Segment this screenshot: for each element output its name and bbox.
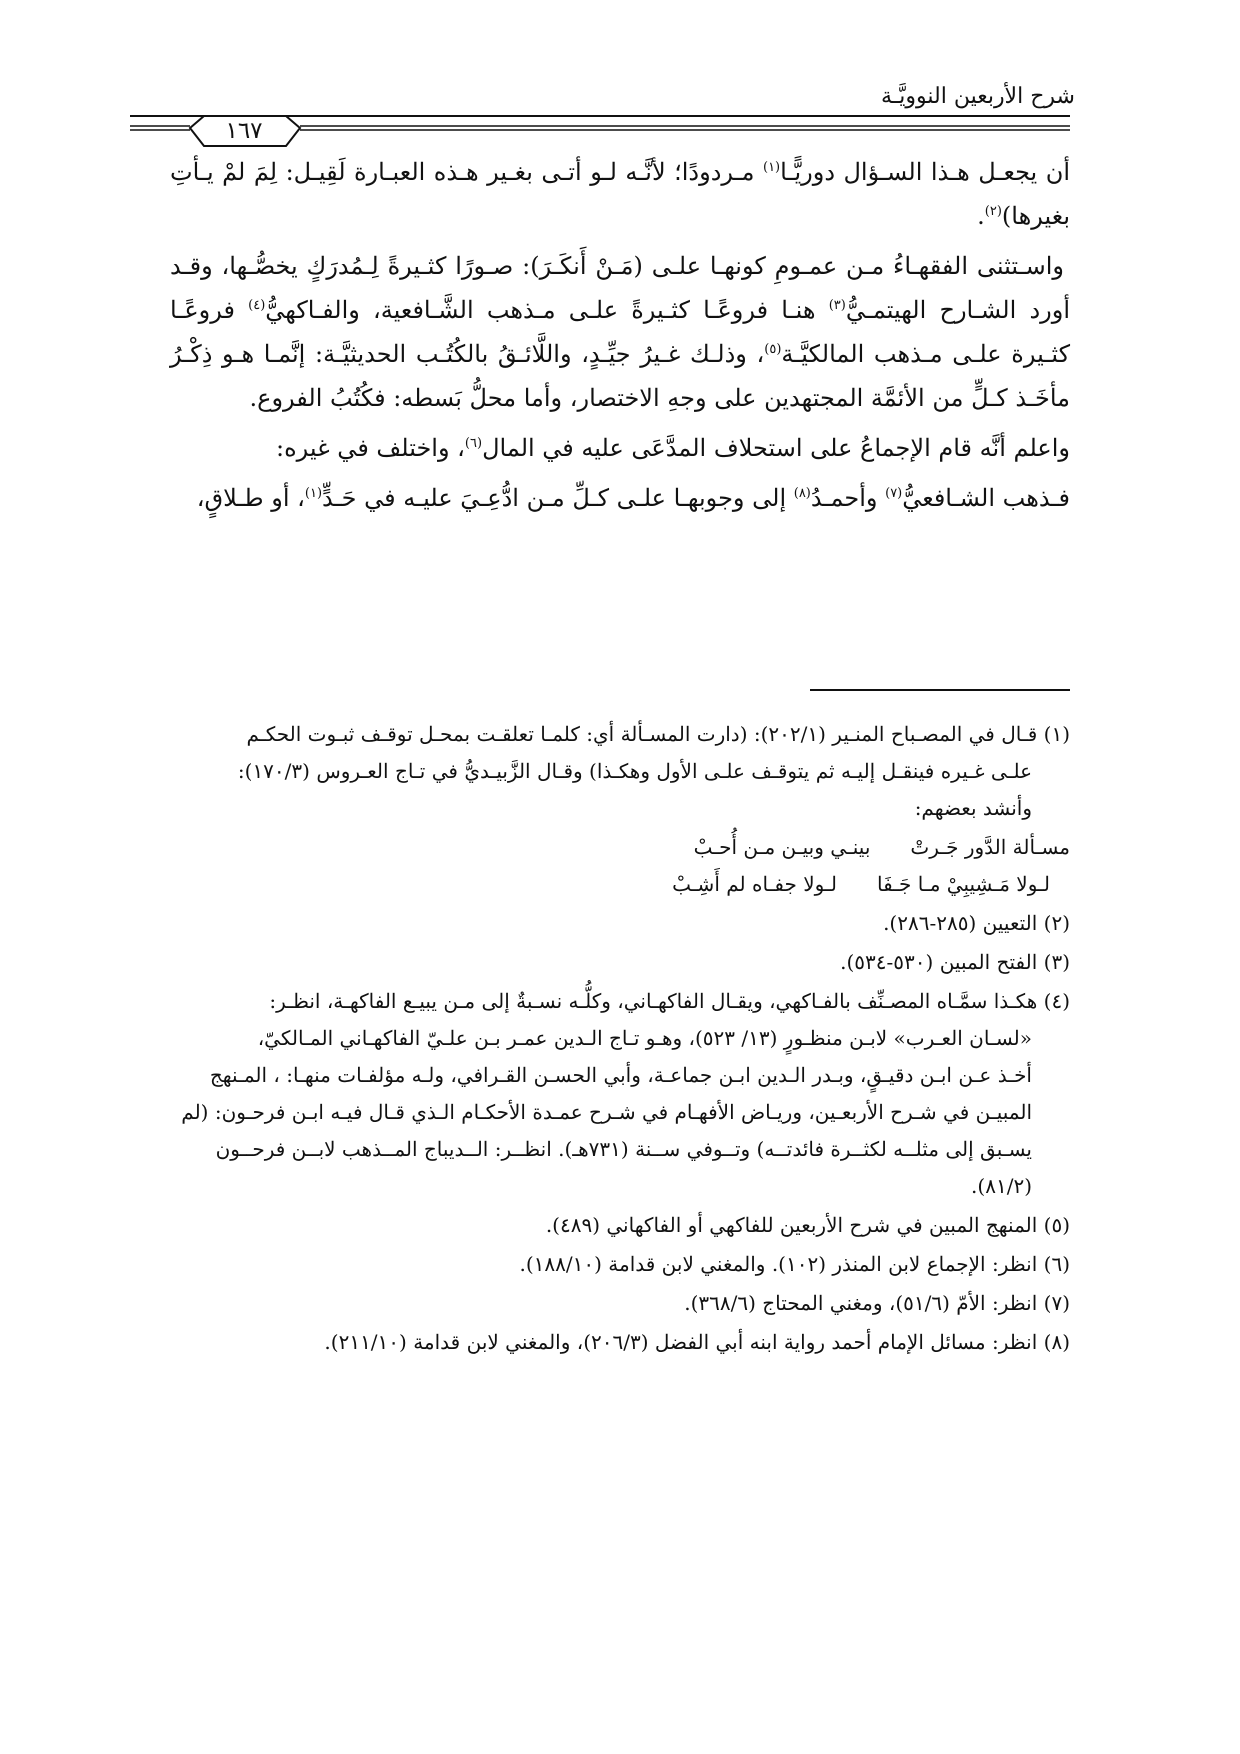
poem-verses (170, 829, 1070, 903)
footnote-text: (٨١/٢). (971, 1174, 1032, 1198)
running-title: شرح الأربعين النوويَّـة (881, 84, 1075, 109)
main-text (170, 150, 1070, 526)
text-span: ، وذلـك غـيرُ جيِّـدٍ، واللَّائـقُ بالكُتُـب الحديثيَّـة: إنَّمـا هـو ذِكْـرُ مأخَـذ كـلٍّ من الأئمَّة المجتهدين على وجهِ الاختصار، وأما محلُّ بَسطه: فكُتُبُ الفروع. (170, 340, 1070, 412)
text-span: هنـا فروعًـا كثـيرةً علـى مـذهب الشَّـافعية، والفـاكهيُّ (265, 296, 829, 324)
footnote-text: هكـذا سمَّـاه المصـنِّف بالفـاكهي، ويقـال الفاكهـاني، وكلُّـه نسـبةٌ إلى مـن يبيـع الفاكهـة، انظـر: (269, 989, 1038, 1013)
footnote-text: قـال في المصـباح المنـير (٢٠٢/١): (دارت المسـألة أي: كلمـا تعلقـت بمحـل توقـف ثبـوت الحكـم (246, 722, 1038, 746)
text-span: . (977, 202, 985, 230)
footnote-ref: (٦) (464, 436, 483, 451)
footnote-3: (٣) الفتح المبين (٥٣٠-٥٣٤). (840, 950, 1070, 974)
footnote-text: «لسـان العـرب» لابـن منظـورٍ (١٣/ ٥٢٣)، وهـو تـاج الـدين عمـر بـن علـيّ الفاكهـاني المـالكيّ، (257, 1026, 1032, 1050)
footnote-ref: (٨) (793, 486, 811, 501)
footnote-4 (170, 983, 1070, 1205)
text-span: مـردودًا؛ لأنَّـه لـو أتـى بغـير هـذه العبـارة لَقِيـل: لِمَ لمْ يـأتِ بغيرها) (170, 158, 1070, 230)
text-span: فـذهب الشـافعيُّ (902, 484, 1070, 512)
footnote-ref: (٢) (984, 204, 1002, 219)
text-span: إلى وجوبهـا علـى كـلِّ مـن ادُّعِـيَ عليـه في حَـدٍّ (322, 484, 794, 512)
footnote-7: (٧) انظر: الأمّ (٥١/٦)، ومغني المحتاج (٣٦٨/٦). (684, 1291, 1070, 1315)
footnote-number: (١) (1043, 722, 1070, 746)
verse-hemistich: لـولا جفـاه لم أَشِـبْ (672, 872, 837, 896)
footnote-ref: (٤) (248, 298, 266, 313)
text-span: أن يجعـل هـذا السـؤال دوريًّـا (780, 158, 1070, 186)
footnote-text: وأنشد بعضهم: (914, 796, 1032, 820)
paragraph-1 (170, 150, 1070, 238)
footnote-ref: (٧) (885, 486, 903, 501)
footnote-text: المبيـن في شـرح الأربعـين، وريـاض الأفهـام في شـرح عمـدة الأحكـام الـذي قـال فيـه ابـن فرحـون: (لم (181, 1100, 1032, 1124)
text-span: ، واختلف في غيره: (275, 434, 465, 462)
text-span: واعلم أنَّه قام الإجماعُ على استحلاف المدَّعَى عليه في المال (482, 434, 1070, 462)
footnote-text: أخـذ عـن ابـن دقيـقٍ، وبـدر الـدين ابـن جماعـة، وأبي الحسـن القـرافي، ولـه مؤلفـات منهـا: ، المـنهج (209, 1063, 1032, 1087)
verse-line (170, 866, 1070, 903)
footnote-number: (٤) (1043, 989, 1070, 1013)
footnote-6: (٦) انظر: الإجماع لابن المنذر (١٠٢). والمغني لابن قدامة (١٨٨/١٠). (519, 1252, 1070, 1276)
page-number: ١٦٧ (225, 118, 263, 144)
text-span: ، أو طـلاقٍ، (196, 484, 305, 512)
footnote-1 (170, 716, 1070, 827)
verse-line (170, 829, 1070, 866)
text-span: وأحمـدُ (810, 484, 886, 512)
footnote-ref: (٥) (764, 342, 782, 357)
footnote-5: (٥) المنهج المبين في شرح الأربعين للفاكهي أو الفاكهاني (٤٨٩). (545, 1213, 1070, 1237)
footnote-text: علـى غـيره فينقـل إليـه ثم يتوقـف علـى الأول وهكـذا) وقـال الزَّبيـديُّ في تـاج العـروس (١٧٠/٣): (237, 759, 1032, 783)
footnote-8: (٨) انظر: مسائل الإمام أحمد رواية ابنه أبي الفضل (٢٠٦/٣)، والمغني لابن قدامة (٢١١/١٠). (324, 1330, 1070, 1354)
footnote-ref: (١) (762, 160, 781, 175)
text-span: واسـتثنى الفقهـاءُ مـن عمـومِ كونهـا علـى (مَـنْ أَنكَـرَ): صـورًا كثـيرةً لِـمُدرَكٍ يخصُّـها، وقـد أورد الشـارح الهيتمـيُّ (170, 252, 1070, 324)
verse-hemistich: بينـي وبيـن مـن أُحـبْ (693, 835, 871, 859)
paragraph-3 (170, 426, 1070, 470)
footnote-ref: (١) (304, 486, 323, 501)
footnote-separator (810, 689, 1070, 691)
footnote-text: يسـبق إلى مثلــه لكثــرة فائدتــه) وتــوفي ســنة (٧٣١هـ). انظــر: الــديباج المــذهب لابــن فرحــون (215, 1137, 1032, 1161)
verse-hemistich: مسـألة الدَّور جَـرتْ (910, 835, 1070, 859)
footnotes (170, 716, 1070, 1363)
footnote-2: (٢) التعيين (٢٨٥-٢٨٦). (883, 911, 1070, 935)
paragraph-2 (170, 244, 1070, 420)
footnote-ref: (٣) (828, 298, 846, 313)
paragraph-4 (170, 476, 1070, 520)
text-span: فروعًـا كثـيرة علـى مـذهب المالكيَّـة (170, 296, 1071, 368)
verse-hemistich: لـولا مَـشِيبِيْ مـا جَـفَا (876, 872, 1050, 896)
